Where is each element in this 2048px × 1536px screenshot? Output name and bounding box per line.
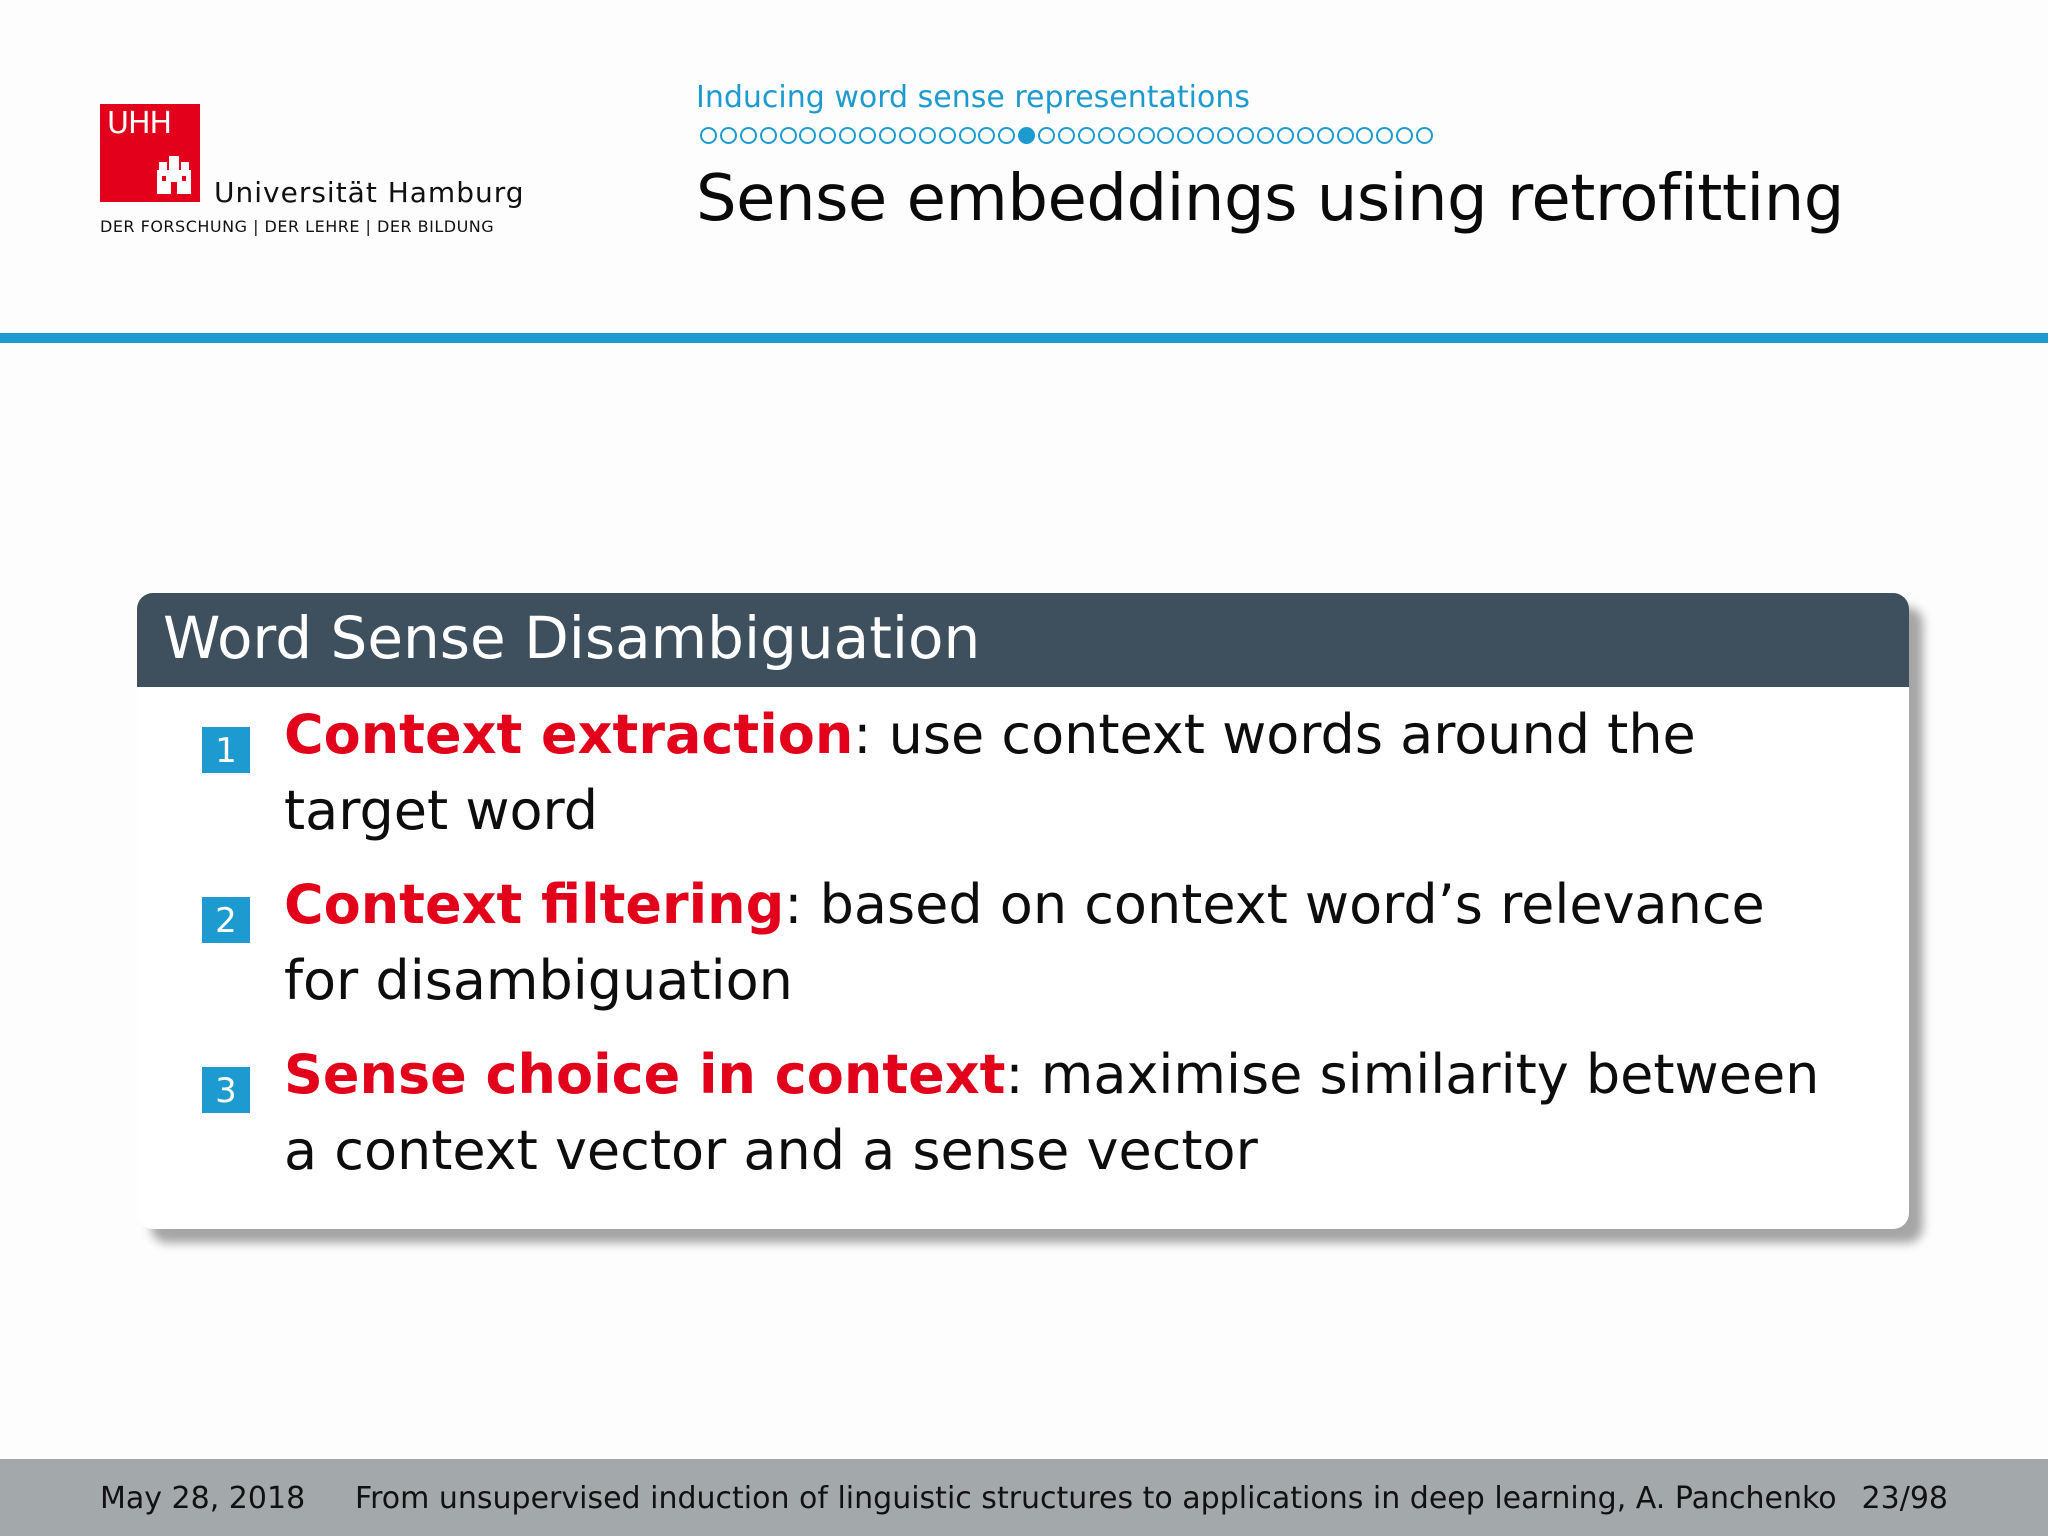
item-description: maximise similarity between a context vector and a sense vector xyxy=(284,1043,1820,1182)
university-logo xyxy=(100,104,525,244)
university-motto: DER FORSCHUNG | DER LEHRE | DER BILDUNG xyxy=(100,217,495,236)
nav-dot[interactable] xyxy=(700,127,717,144)
footer-bar xyxy=(0,1459,2048,1536)
nav-dot[interactable] xyxy=(1297,127,1314,144)
nav-dot[interactable] xyxy=(1356,127,1373,144)
title-divider xyxy=(0,333,2048,343)
nav-dot[interactable] xyxy=(919,127,936,144)
nav-dot[interactable] xyxy=(780,127,797,144)
item-number: 3 xyxy=(202,1067,250,1113)
item-text: Context extraction: use context words around the target word xyxy=(284,703,1696,842)
logo-mark xyxy=(100,104,200,202)
section-label[interactable]: Inducing word sense representations xyxy=(696,80,1250,115)
nav-dot[interactable] xyxy=(1078,127,1095,144)
footer-talk-title: From unsupervised induction of linguistic structures to applications in deep learning, A. Panchenko xyxy=(355,1481,1837,1516)
nav-dot[interactable] xyxy=(720,127,737,144)
footer-page-number: 23/98 xyxy=(1861,1481,1948,1516)
footer-date: May 28, 2018 xyxy=(100,1481,306,1516)
nav-dot[interactable] xyxy=(1416,127,1433,144)
nav-dot[interactable] xyxy=(1317,127,1334,144)
nav-dot[interactable] xyxy=(1217,127,1234,144)
definition-block xyxy=(137,593,1909,1229)
castle-icon xyxy=(155,154,193,194)
item-description: use context words around the target word xyxy=(284,703,1696,842)
nav-dot[interactable] xyxy=(859,127,876,144)
item-number: 1 xyxy=(202,727,250,773)
nav-dot[interactable] xyxy=(1237,127,1254,144)
nav-dot[interactable] xyxy=(959,127,976,144)
nav-dot[interactable] xyxy=(1337,127,1354,144)
university-name: Universität Hamburg xyxy=(214,176,525,209)
nav-dot[interactable] xyxy=(1376,127,1393,144)
slide-title: Sense embeddings using retrofitting xyxy=(696,162,1844,236)
block-title: Word Sense Disambiguation xyxy=(137,593,1909,687)
item-description: based on context word’s relevance for disambiguation xyxy=(284,873,1765,1012)
nav-dot[interactable] xyxy=(939,127,956,144)
nav-dot[interactable] xyxy=(1157,127,1174,144)
nav-dot[interactable] xyxy=(978,127,995,144)
nav-dot[interactable] xyxy=(1277,127,1294,144)
nav-dot[interactable] xyxy=(1138,127,1155,144)
item-text: Context filtering: based on context word’s relevance for disambiguation xyxy=(284,873,1765,1012)
item-number: 2 xyxy=(202,897,250,943)
logo-uh-text: UHH xyxy=(107,106,172,141)
nav-dot[interactable] xyxy=(740,127,757,144)
nav-dot[interactable] xyxy=(1058,127,1075,144)
nav-dot[interactable] xyxy=(899,127,916,144)
nav-dot[interactable] xyxy=(839,127,856,144)
nav-dot[interactable] xyxy=(1118,127,1135,144)
nav-dot[interactable] xyxy=(1018,127,1035,144)
nav-dot[interactable] xyxy=(760,127,777,144)
nav-dot[interactable] xyxy=(998,127,1015,144)
nav-dot[interactable] xyxy=(1396,127,1413,144)
nav-dot[interactable] xyxy=(1257,127,1274,144)
nav-dot[interactable] xyxy=(879,127,896,144)
item-keyword: Context extraction xyxy=(284,703,854,766)
nav-dot[interactable] xyxy=(1197,127,1214,144)
nav-dot[interactable] xyxy=(799,127,816,144)
item-text: Sense choice in context: maximise similarity between a context vector and a sense vector xyxy=(284,1043,1820,1182)
item-keyword: Sense choice in context xyxy=(284,1043,1006,1106)
nav-dot[interactable] xyxy=(1038,127,1055,144)
item-keyword: Context filtering xyxy=(284,873,785,936)
nav-dot[interactable] xyxy=(819,127,836,144)
slide-navigation-dots xyxy=(700,127,1433,147)
nav-dot[interactable] xyxy=(1177,127,1194,144)
nav-dot[interactable] xyxy=(1098,127,1115,144)
